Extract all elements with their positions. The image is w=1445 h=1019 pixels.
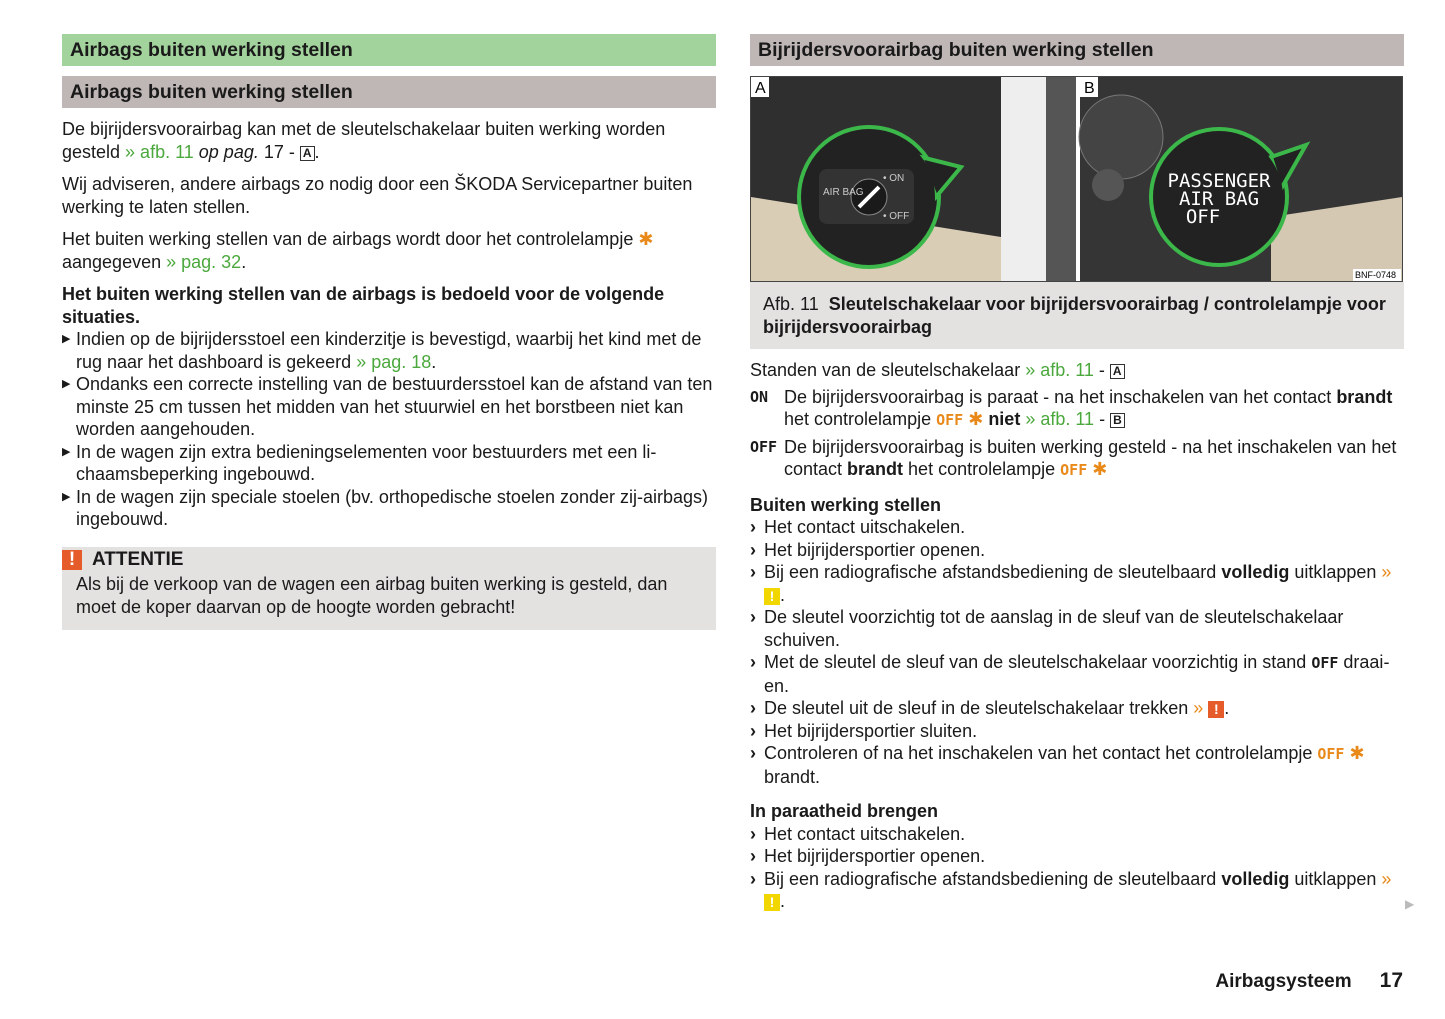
text: brandt.: [764, 766, 821, 787]
text: Standen van de sleutelschakelaar: [750, 360, 1026, 380]
list-item: ▶ In de wagen zijn speciale stoelen (bv. orthopedische stoelen zonder zij-airbags) ingebouwd.: [62, 486, 716, 531]
text: volledig: [1221, 562, 1290, 582]
off-symbol: OFF: [1311, 654, 1339, 672]
text: brandt: [847, 459, 904, 479]
text: het controlelampje: [903, 459, 1061, 479]
reference-arrow: »: [1381, 868, 1392, 889]
caption-title: Sleutelschakelaar voor bijrijdersvoorairbag / controlelampje voor bijrijdersvoorairbag: [763, 294, 1386, 337]
note-icon[interactable]: !: [764, 588, 780, 605]
attention-title: ATTENTIE: [92, 548, 184, 570]
off-indicator: OFF: [936, 411, 964, 429]
text: 17 -: [258, 141, 300, 162]
figure-link[interactable]: » afb. 11: [1020, 409, 1095, 429]
text: Het bijrijdersportier openen.: [764, 539, 986, 560]
disable-heading: Buiten werking stellen: [750, 494, 942, 515]
reference-arrow: »: [1381, 562, 1392, 582]
text: Het buiten werking stellen van de airbags wordt door het controlelampje: [62, 229, 639, 249]
airbag-warning-icon: ✱: [638, 229, 654, 249]
text: uitklappen: [1289, 562, 1382, 582]
figure-link[interactable]: » afb. 11: [125, 141, 194, 162]
text: De bijrijdersvoorairbag is buiten werking gesteld - na het inschakelen van het contact: [784, 436, 1397, 479]
text: .: [780, 891, 786, 911]
off-symbol: OFF: [750, 437, 778, 456]
section-heading: Bijrijdersvoorairbag buiten werking stellen: [750, 34, 1404, 66]
list-item: ▶ In de wagen zijn extra bedieningselementen voor bestuurders met een lichaamsbeperking ingebouwd.: [62, 441, 716, 486]
figure-part-label: B: [1110, 413, 1125, 428]
text: op pag.: [193, 141, 259, 162]
text: -: [1093, 360, 1110, 380]
attention-text: Als bij de verkoop van de wagen een airbag buiten werking is gesteld, dan moet de koper daarvan op de hoogte worden gebracht!: [76, 574, 668, 617]
paragraph-1: [62, 118, 716, 163]
step: › De sleutel voorzichtig tot de aanslag in de sleuf van de sleutelschakelaar schuiven.: [750, 607, 1344, 650]
text: .: [431, 351, 437, 372]
page-footer: [1215, 970, 1403, 994]
text: De bijrijdersvoorairbag kan met de sleutelschakelaar buiten werking worden gesteld: [62, 119, 666, 162]
passenger-airbag-icon: ✱: [1092, 459, 1108, 479]
figure-label-a: A: [755, 80, 766, 97]
text: -: [1094, 409, 1111, 429]
text: niet: [988, 409, 1021, 429]
left-column: [62, 34, 716, 630]
continue-arrow-icon: ▶: [1405, 897, 1415, 911]
list-item: ▶ Ondanks een correcte instelling van de bestuurdersstoel kan de afstand van ten minste 25 cm tussen het midden van het stuurwiel en het borstbeen niet kan worden aangehouden.: [62, 373, 716, 441]
subsection-heading: Airbags buiten werking stellen: [62, 76, 716, 108]
figure-part-label: A: [1110, 364, 1125, 379]
page-link[interactable]: » pag. 18: [356, 351, 432, 372]
off-indicator: OFF: [1317, 745, 1345, 763]
step: › Het bijrijdersportier sluiten.: [750, 720, 978, 741]
right-column: [750, 34, 1404, 913]
text: Controleren of na het inschakelen van het contact het controlelampje: [764, 743, 1318, 763]
paragraph-2: Wij adviseren, andere airbags zo nodig door een ŠKODA Servicepartner buiten werking te laten stellen.: [62, 174, 693, 217]
switch-off-label: • OFF: [883, 211, 910, 222]
text: Met de sleutel de sleuf van de sleutelschakelaar voorzichtig in stand: [764, 652, 1312, 672]
text: Het bijrijdersportier openen.: [764, 846, 986, 866]
position-off: [750, 436, 1404, 482]
text: Het contact uitschakelen.: [764, 823, 966, 844]
lamp-line: OFF: [1185, 206, 1221, 228]
passenger-airbag-icon: ✱: [968, 409, 984, 429]
text: Bij een radiografische afstandsbediening de sleutelbaard: [764, 562, 1222, 582]
list-item: [62, 328, 716, 373]
text: Bij een radiografische afstandsbediening de sleutelbaard: [764, 868, 1222, 889]
caption-number: Afb. 11: [763, 294, 819, 314]
figure-11: [750, 76, 1403, 282]
text: brandt: [1336, 386, 1393, 407]
footer-section: Airbagsysteem: [1215, 971, 1352, 992]
text: Indien op de bijrijdersstoel een kinderzitje is bevestigd, waarbij het kind met de rug naar het dashboard is gekeerd: [76, 329, 702, 372]
text: uitklappen: [1289, 868, 1382, 889]
figure-code: BNF-0748: [1355, 270, 1397, 280]
step: › Het bijrijdersportier openen.: [750, 539, 986, 560]
step: › Met de sleutel de sleuf van de sleutelschakelaar voorzichtig in stand OFF draaien.: [750, 652, 1390, 696]
step: › De sleutel uit de sleuf in de sleutelschakelaar trekken » ! .: [750, 698, 1230, 718]
on-symbol: ON: [750, 387, 769, 406]
figure-part-label: A: [300, 146, 315, 161]
warning-icon[interactable]: !: [1208, 701, 1224, 718]
section-heading: Airbags buiten werking stellen: [62, 34, 716, 66]
text: aangegeven: [62, 251, 167, 272]
page-link[interactable]: » pag. 32: [166, 251, 242, 272]
text: .: [241, 251, 247, 272]
text: .: [780, 584, 786, 605]
text: het controlelampje: [784, 409, 937, 429]
attention-header: [62, 549, 702, 572]
figure-caption: [750, 282, 1404, 349]
text: .: [314, 141, 320, 162]
text: .: [1224, 698, 1230, 718]
passenger-airbag-icon: ✱: [1349, 743, 1365, 763]
positions-intro: [750, 359, 1404, 382]
step: › Het bijrijdersportier openen.: [750, 846, 986, 866]
text: Het bijrijdersportier sluiten.: [764, 720, 978, 741]
switch-on-label: • ON: [883, 173, 905, 184]
text: draaien.: [764, 652, 1390, 696]
step: › Het contact uitschakelen.: [750, 823, 966, 844]
text: De sleutel voorzichtig tot de aanslag in de sleuf van de sleutelschakelaar schuiven.: [764, 607, 1344, 650]
text: De bijrijdersvoorairbag is paraat - na het inschakelen van het contact: [784, 386, 1337, 407]
step: › Het contact uitschakelen.: [750, 517, 966, 537]
text: Het contact uitschakelen.: [764, 517, 966, 537]
position-on: [750, 386, 1404, 432]
note-icon[interactable]: !: [764, 894, 780, 911]
figure-label-b: B: [1084, 80, 1095, 97]
figure-link[interactable]: » afb. 11: [1025, 360, 1094, 380]
text: volledig: [1221, 868, 1290, 889]
lamp-line: AIR BAG: [1178, 188, 1260, 210]
step: › Bij een radiografische afstandsbediening de sleutelbaard volledig uitklappen » ! .: [750, 562, 1392, 605]
paragraph-3: [62, 228, 716, 273]
off-indicator: OFF: [1060, 461, 1088, 479]
page-number: 17: [1379, 969, 1403, 992]
reference-arrow: »: [1193, 698, 1204, 718]
enable-heading: In paraatheid brengen: [750, 801, 939, 821]
figure-illustration: [751, 77, 1402, 281]
attention-box: [62, 547, 716, 631]
step: › Bij een radiografische afstandsbediening de sleutelbaard volledig uitklappen » ! .: [750, 868, 1392, 911]
switch-label: AIR BAG: [823, 187, 864, 198]
warning-icon: !: [62, 550, 82, 570]
step: › Controleren of na het inschakelen van het contact het controlelampje OFF ✱ brandt.: [750, 743, 1365, 787]
lamp-line: PASSENGER: [1167, 170, 1271, 192]
text: De sleutel uit de sleuf in de sleutelschakelaar trekken: [764, 698, 1194, 718]
situations-heading: Het buiten werking stellen van de airbags is bedoeld voor de volgende situaties.: [62, 284, 665, 327]
